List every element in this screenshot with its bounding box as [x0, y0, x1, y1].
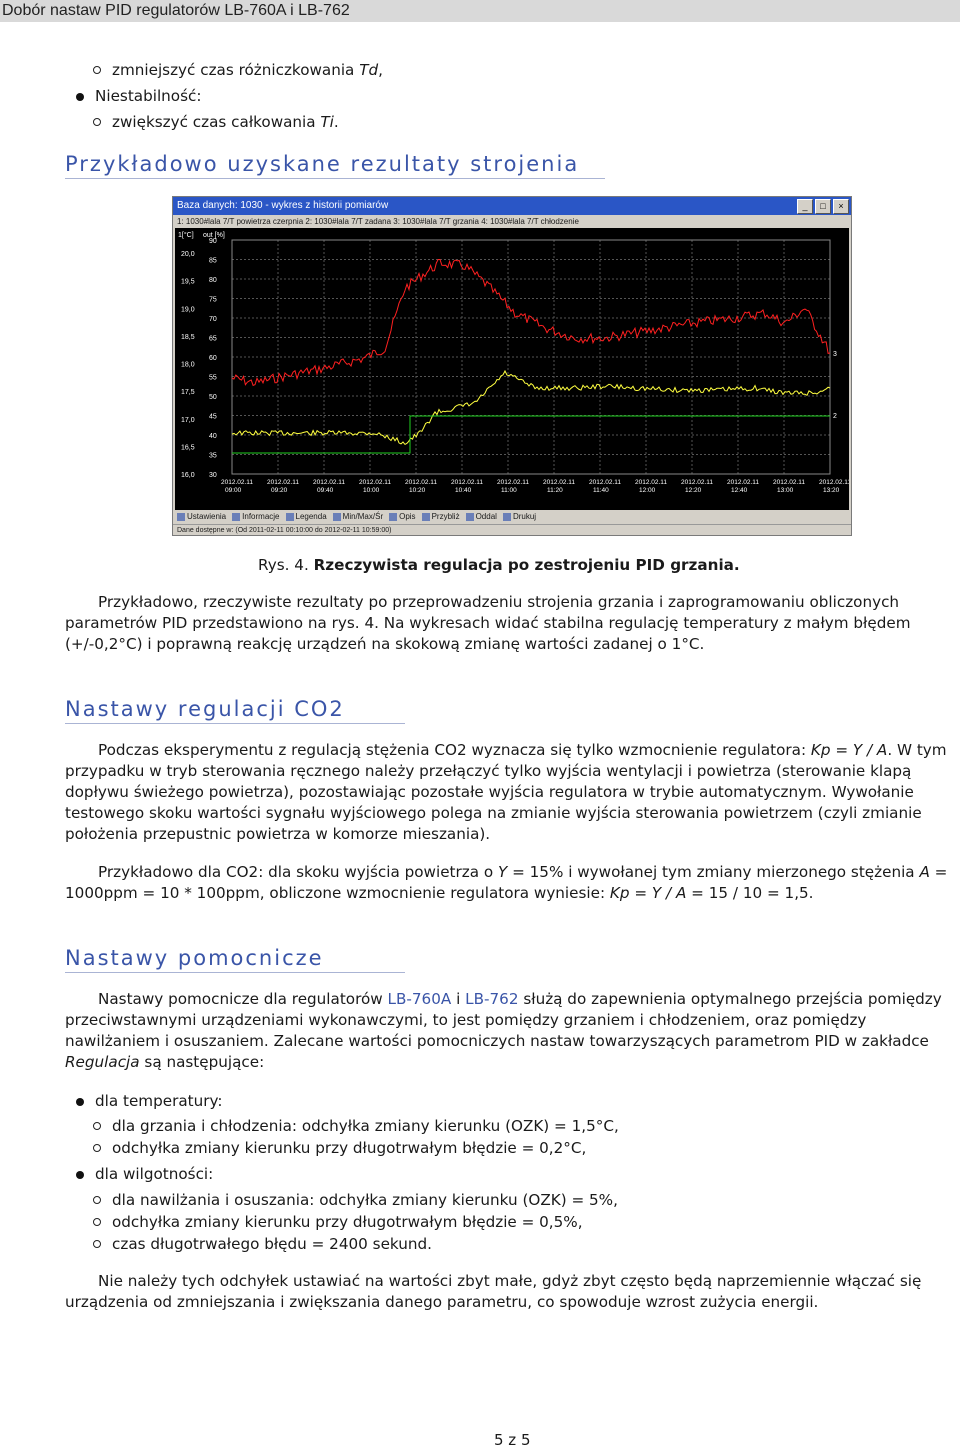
- right-axis-tick: 45: [209, 413, 217, 421]
- paragraph-auxiliary: Nastawy pomocnicze dla regulatorów LB-760A i LB-762 służą do zapewnienia optymalnego przejścia pomiędzy przeciwstawnymi urządzeniami wykonawczymi, to jest pomiędzy grzaniem i chłodzeniem, oraz pomiędzy nawilżaniem i osuszaniem. Zalecane wartości pomocniczych nastaw towarzyszących parametrom PID w zakładce Regulacja są następujące:: [65, 990, 942, 1071]
- page-number: 5 z 5: [494, 1431, 531, 1449]
- figure-caption: Rys. 4. Rzeczywista regulacja po zestrojeniu PID grzania.: [258, 556, 740, 574]
- list-item: dla nawilżania i osuszania: odchyłka zmiany kierunku (OZK) = 5%,: [112, 1191, 618, 1209]
- chart-toolbar-label: Min/Max/Śr: [342, 512, 384, 521]
- x-axis-time: 09:20: [271, 487, 288, 494]
- chart-window-title-text: Baza danych: 1030 - wykres z historii pomiarów: [177, 200, 389, 211]
- series-line-grzania: [232, 260, 830, 386]
- series-label: 3: [833, 351, 837, 358]
- paragraph-final: Nie należy tych odchyłek ustawiać na wartości zbyt małe, gdyż zbyt często będą naprzemiennie włączać się urządzenia od zmniejszania i zwiększania danego parametru, co spowoduje wzrost zużycia energii.: [65, 1272, 922, 1311]
- chart-toolbar-button: [177, 510, 226, 524]
- x-axis-time: 11:20: [547, 487, 563, 494]
- left-axis-tick: 18,0: [181, 361, 195, 369]
- section-heading-co2: Nastawy regulacji CO2: [65, 697, 405, 724]
- dot-bullet-icon: [76, 93, 84, 101]
- chart-svg: [175, 228, 849, 511]
- x-axis-time: 12:20: [685, 487, 702, 494]
- chart-toolbar-label: Drukuj: [512, 512, 537, 521]
- list-item: dla temperatury:: [95, 1092, 223, 1110]
- browser-title-bar: [0, 0, 960, 22]
- maximize-button: □: [815, 199, 831, 214]
- chart-toolbar-button: [232, 510, 279, 524]
- x-axis-time: 09:40: [317, 487, 334, 494]
- right-axis-tick: 80: [209, 277, 217, 284]
- x-axis-date: 2012.02.11: [635, 479, 668, 486]
- list-item: Niestabilność:: [95, 87, 202, 105]
- left-axis-tick: 19,0: [181, 306, 195, 314]
- right-axis-tick: 60: [209, 355, 217, 362]
- right-axis-tick: 85: [209, 257, 217, 265]
- x-axis-date: 2012.02.11: [727, 479, 760, 486]
- right-axis-tick: 90: [209, 238, 217, 245]
- toolbar-icon: [232, 513, 240, 521]
- x-axis-date: 2012.02.11: [451, 479, 484, 486]
- chart-legend: [173, 215, 851, 228]
- left-axis-tick: 16,5: [181, 444, 195, 452]
- paragraph-co2: Podczas eksperymentu z regulacją stężenia CO2 wyznacza się tylko wzmocnienie regulatora: Kp = Y / A. W tym przypadku w tryb sterowania ręcznego należy przełączyć tylko wyjścia wentylacji i powietrza (sterowanie klapą dopływu świeżego powietrza), pozostawiając pozostałe wyjścia regulatora w trybie automatycznym. Wywołanie testowego skoku wartości sygnału wyjściowego polega na zmianie wyjścia sterowania powietrzem (czyli zmianie położenia przepustnic powietrza w komorze mieszania).: [65, 741, 947, 843]
- ring-bullet-icon: [93, 118, 101, 126]
- x-axis-date: 2012.02.11: [405, 479, 438, 486]
- x-axis-time: 12:00: [639, 487, 656, 494]
- x-axis-date: 2012.02.11: [267, 479, 300, 486]
- chart-toolbar-label: Ustawienia: [187, 512, 227, 521]
- x-axis-time: 09:00: [225, 487, 242, 494]
- chart-toolbar-button: [389, 510, 415, 524]
- ring-bullet-icon: [93, 66, 101, 74]
- chart-toolbar-label: Oddal: [475, 512, 497, 521]
- right-axis-unit: out [%]: [203, 232, 225, 239]
- link-lb762[interactable]: LB-762: [465, 990, 519, 1008]
- toolbar-icon: [466, 513, 474, 521]
- left-axis-tick: 17,0: [181, 416, 195, 424]
- chart-screenshot: [172, 196, 852, 536]
- x-axis-date: 2012.02.11: [497, 479, 530, 486]
- chart-toolbar-label: Informacje: [242, 512, 280, 521]
- chart-status-bar: Dane dostępne w: (Od 2011-02-11 00:10:00 do 2012-02-11 10:59:00): [173, 524, 851, 535]
- left-axis-tick: 20,0: [181, 251, 195, 258]
- right-axis-tick: 75: [209, 296, 217, 304]
- chart-toolbar-label: Przybliż: [431, 512, 460, 521]
- chart-toolbar-button: [422, 510, 460, 524]
- x-axis-time: 13:00: [777, 487, 794, 494]
- toolbar-icon: [503, 513, 511, 521]
- series-line-temperatura: [232, 371, 830, 444]
- left-axis-tick: 17,5: [181, 389, 195, 397]
- dot-bullet-icon: [76, 1171, 84, 1179]
- dot-bullet-icon: [76, 1098, 84, 1106]
- right-axis-tick: 70: [209, 316, 217, 323]
- right-axis-tick: 65: [209, 335, 217, 343]
- list-item: zwiększyć czas całkowania Ti.: [112, 113, 339, 131]
- list-item: dla wilgotności:: [95, 1165, 214, 1183]
- page-title: Dobór nastaw PID regulatorów LB-760A i LB-762: [2, 2, 350, 19]
- x-axis-date: 2012.02.11: [681, 479, 714, 486]
- paragraph-results: Przykładowo, rzeczywiste rezultaty po przeprowadzeniu strojenia grzania i zaprogramowaniu obliczonych parametrów PID przedstawiono na rys. 4. Na wykresach widać stabilna regulację temperatury z małym błędem (+/-0,2°C) i poprawną reakcję urządzeń na skokową zmianę wartości zadanej o 1°C.: [65, 593, 911, 653]
- chart-toolbar-button: [466, 510, 497, 524]
- chart-legend-text: 1: 1030#lala 7/T powietrza czerpnia 2: 1030#lala 7/T zadana 3: 1030#lala 7/T grzania 4: 1030#lala 7/T chłodzenie: [177, 217, 579, 226]
- right-axis-tick: 55: [209, 374, 217, 382]
- toolbar-icon: [389, 513, 397, 521]
- ring-bullet-icon: [93, 1240, 101, 1248]
- x-axis-time: 13:20: [823, 487, 840, 494]
- chart-toolbar-label: Opis: [399, 512, 416, 521]
- x-axis-date: 2012.02.11: [589, 479, 622, 486]
- x-axis-date: 2012.02.11: [221, 479, 254, 486]
- ring-bullet-icon: [93, 1144, 101, 1152]
- x-axis-date: 2012.02.11: [313, 479, 346, 486]
- right-axis-tick: 40: [209, 433, 217, 440]
- left-axis-tick: 16,0: [181, 472, 195, 479]
- toolbar-icon: [422, 513, 430, 521]
- x-axis-time: 10:40: [455, 487, 472, 494]
- x-axis-time: 11:40: [593, 487, 609, 494]
- x-axis-date: 2012.02.11: [359, 479, 392, 486]
- section-heading-auxiliary: Nastawy pomocnicze: [65, 946, 405, 973]
- chart-toolbar-button: [503, 510, 536, 524]
- list-item: zmniejszyć czas różniczkowania Td,: [112, 61, 383, 79]
- right-axis-tick: 50: [209, 394, 217, 401]
- chart-window-title: [173, 197, 851, 215]
- x-axis-date: 2012.02.11: [543, 479, 576, 486]
- list-item: dla grzania i chłodzenia: odchyłka zmiany kierunku (OZK) = 1,5°C,: [112, 1117, 619, 1135]
- link-lb760a[interactable]: LB-760A: [387, 990, 452, 1008]
- left-axis-tick: 19,5: [181, 278, 195, 286]
- close-button: ×: [833, 199, 849, 214]
- ring-bullet-icon: [93, 1196, 101, 1204]
- ring-bullet-icon: [93, 1218, 101, 1226]
- x-axis-time: 10:00: [363, 487, 380, 494]
- right-axis-tick: 35: [209, 452, 217, 460]
- chart-toolbar-label: Legenda: [295, 512, 327, 521]
- right-axis-tick: 30: [209, 472, 217, 479]
- x-axis-time: 12:40: [731, 487, 748, 494]
- chart-toolbar-button: [286, 510, 327, 524]
- toolbar-icon: [177, 513, 185, 521]
- chart-toolbar: [173, 510, 851, 524]
- chart-toolbar-button: [333, 510, 383, 524]
- x-axis-date: 2012.02.11: [819, 479, 849, 486]
- left-axis-unit: 1[°C]: [178, 232, 194, 239]
- chart-plot-area: [175, 228, 849, 511]
- list-item: odchyłka zmiany kierunku przy długotrwałym błędzie = 0,2°C,: [112, 1139, 587, 1157]
- section-heading-results: Przykładowo uzyskane rezultaty strojenia: [65, 152, 605, 179]
- list-item: czas długotrwałego błędu = 2400 sekund.: [112, 1235, 432, 1253]
- x-axis-time: 10:20: [409, 487, 426, 494]
- toolbar-icon: [286, 513, 294, 521]
- x-axis-time: 11:00: [501, 487, 517, 494]
- list-item: odchyłka zmiany kierunku przy długotrwałym błędzie = 0,5%,: [112, 1213, 583, 1231]
- left-axis-tick: 18,5: [181, 333, 195, 341]
- toolbar-icon: [333, 513, 341, 521]
- ring-bullet-icon: [93, 1122, 101, 1130]
- minimize-button: _: [797, 199, 813, 214]
- paragraph-co2-example: Przykładowo dla CO2: dla skoku wyjścia powietrza o Y = 15% i wywołanej tym zmiany mierzonego stężenia A = 1000ppm = 10 * 100ppm, obliczone wzmocnienie regulatora wyniesie: Kp = Y / A = 15 / 10 = 1,5.: [65, 863, 948, 902]
- x-axis-date: 2012.02.11: [773, 479, 806, 486]
- series-label: 2: [833, 413, 837, 420]
